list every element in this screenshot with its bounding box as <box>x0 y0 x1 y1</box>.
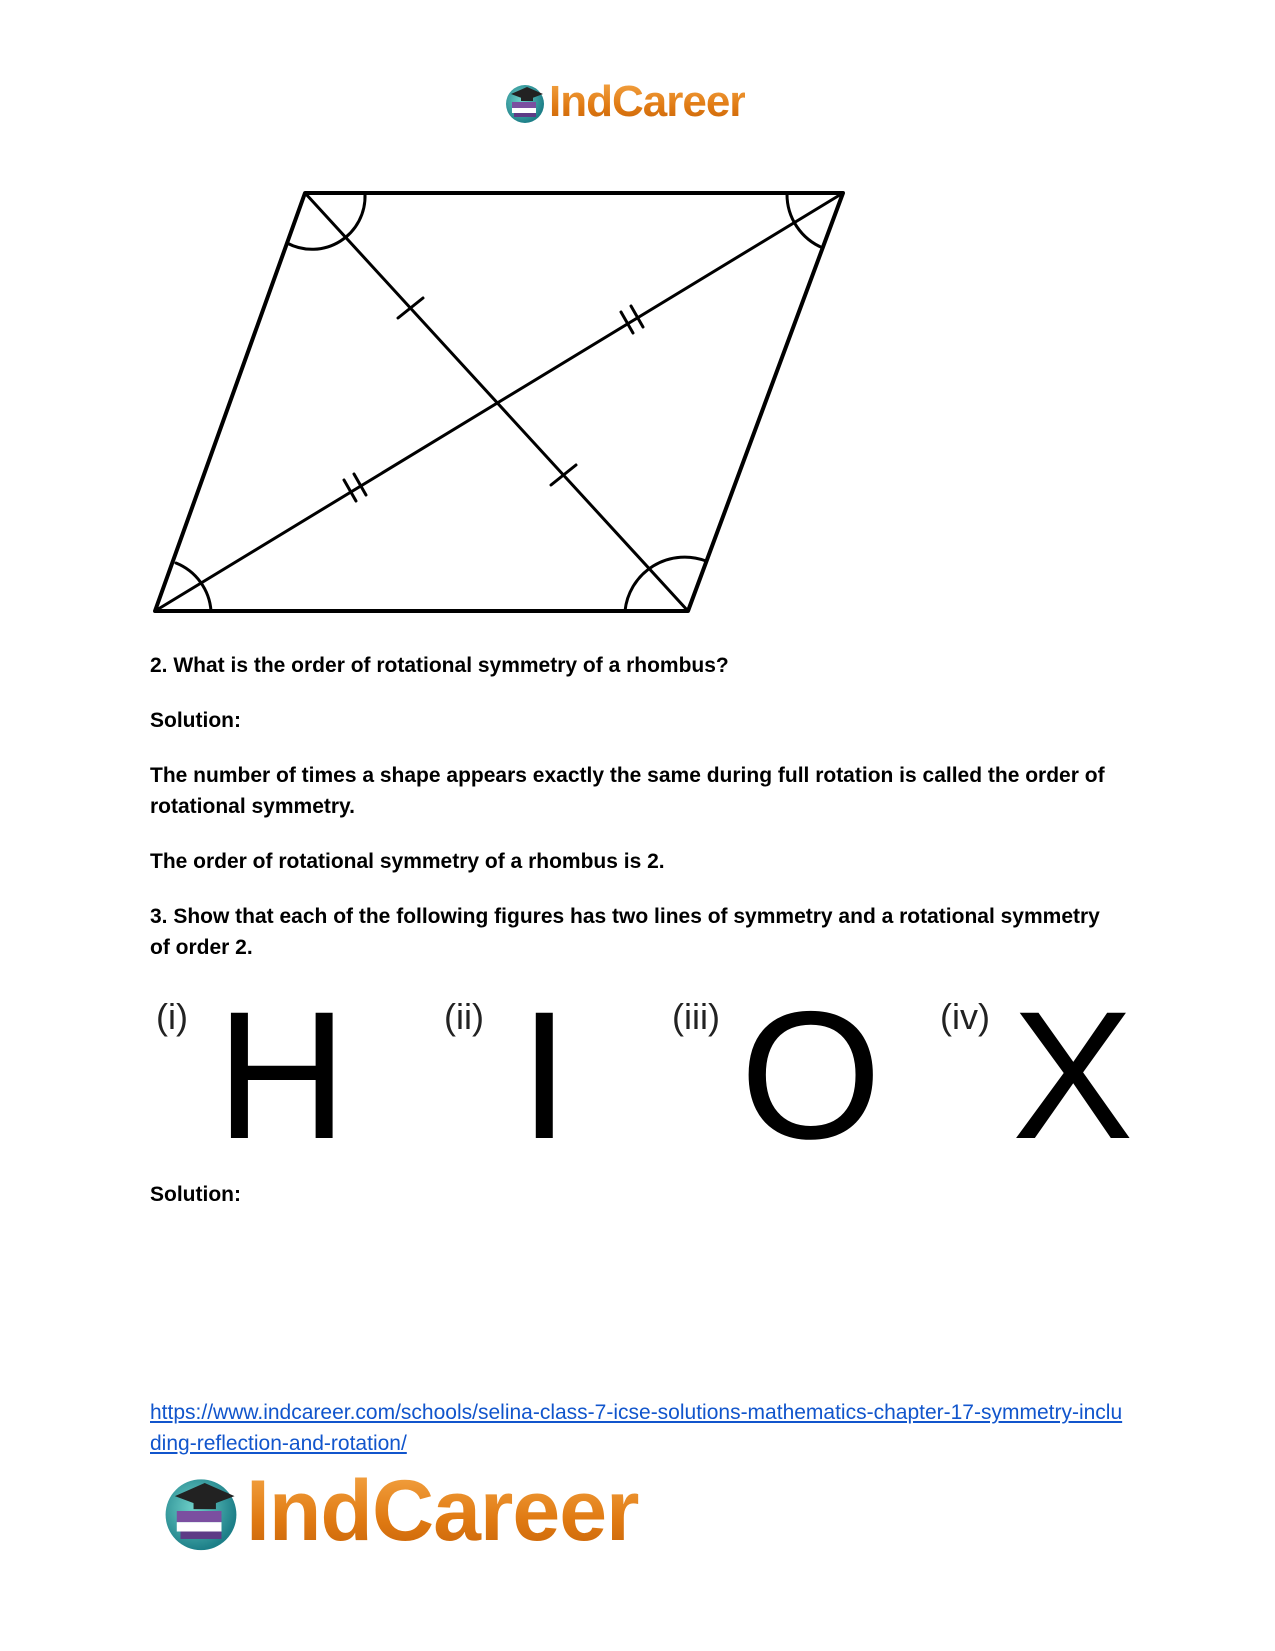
figure-letter-i: I <box>519 973 570 1177</box>
solution-label: Solution: <box>150 1183 241 1206</box>
source-link[interactable]: https://www.indcareer.com/schools/selina-class-7-icse-solutions-mathematics-chapter-17-symmetry-including-reflection-and-rotation/ <box>150 1401 1123 1455</box>
graduation-globe-icon <box>160 1470 242 1552</box>
diagonal-2 <box>155 193 843 611</box>
footer-logo <box>160 1463 639 1559</box>
figure-letter-x: X <box>1012 973 1134 1177</box>
figure-label: (ii) <box>444 996 484 1037</box>
solution-label: Solution: <box>150 709 241 732</box>
angle-arc <box>787 194 823 248</box>
symmetry-figures <box>150 973 1140 1177</box>
figure-label: (i) <box>156 996 188 1037</box>
question-2: 2. What is the order of rotational symmetry of a rhombus? <box>150 654 729 677</box>
brand-name: IndCareer <box>246 1463 639 1559</box>
question-3: 3. Show that each of the following figures has two lines of symmetry and a rotational symmetry of order 2. <box>150 905 1100 959</box>
figure-letter-h: H <box>216 973 348 1177</box>
tick-mark <box>551 465 576 485</box>
figure-label: (iii) <box>672 996 720 1037</box>
figure-letter-o: O <box>740 973 882 1177</box>
angle-arc <box>625 557 706 611</box>
solution-paragraph: The number of times a shape appears exactly the same during full rotation is called the order of rotational symmetry. <box>150 764 1105 818</box>
tick-mark <box>398 298 423 318</box>
rhombus-diagram <box>0 0 1275 620</box>
solution-answer: The order of rotational symmetry of a rhombus is 2. <box>150 850 665 873</box>
brand-name: IndCareer <box>549 77 746 126</box>
figure-label: (iv) <box>940 996 990 1037</box>
angle-arc <box>287 194 365 249</box>
